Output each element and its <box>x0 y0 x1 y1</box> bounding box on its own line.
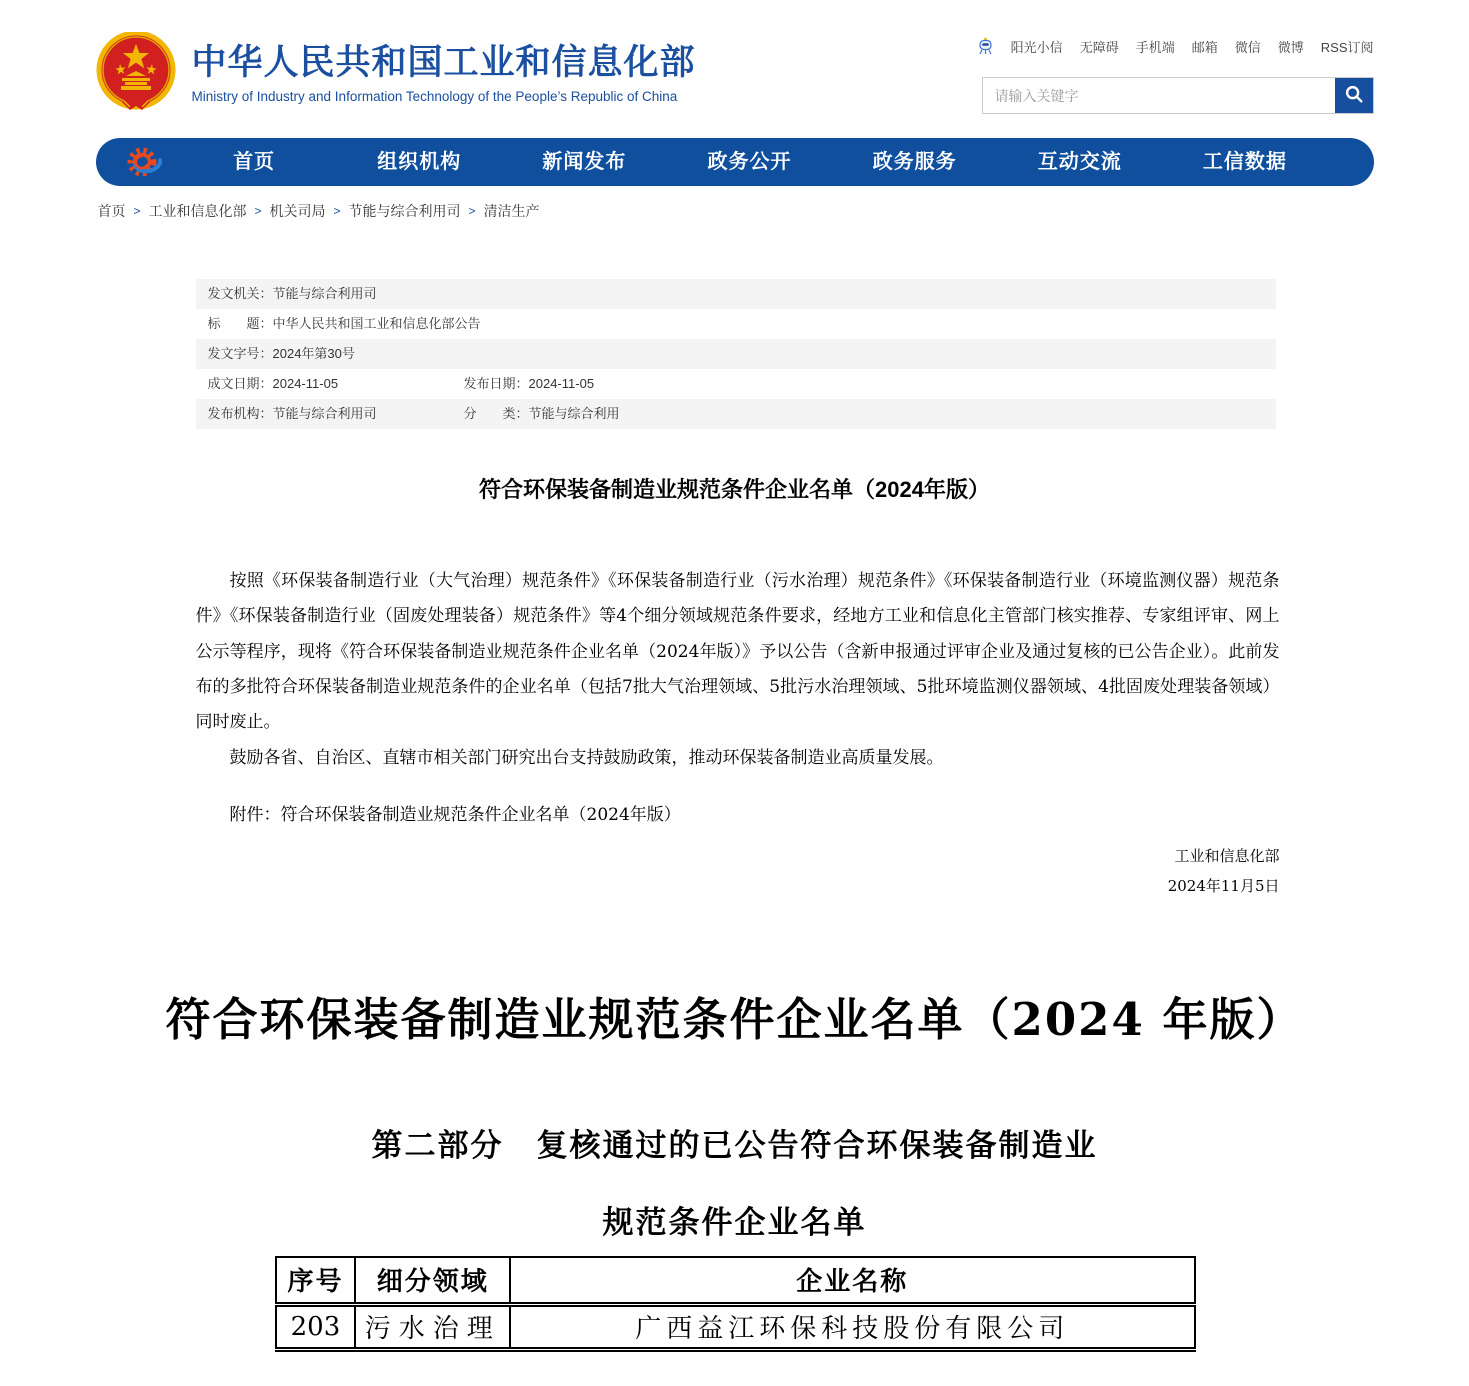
article-body <box>196 564 1280 776</box>
cell-company: 广西益江环保科技股份有限公司 <box>510 1304 1194 1349</box>
top-link-mail[interactable]: 邮箱 <box>1191 39 1218 55</box>
breadcrumb-home[interactable]: 首页 <box>97 203 126 219</box>
meta-row-doc-number <box>196 339 1276 369</box>
nav-item-interaction[interactable]: 互动交流 <box>1037 151 1122 173</box>
signer: 工业和信息化部 <box>1174 847 1280 866</box>
breadcrumb-separator-icon: > <box>468 204 476 218</box>
meta-label: 发文机关： <box>207 286 273 301</box>
attachment-link[interactable]: 符合环保装备制造业规范条件企业名单（2024年版） <box>280 805 681 826</box>
attachment-line <box>196 800 1280 825</box>
breadcrumb-separator-icon: > <box>254 204 262 218</box>
sign-date: 2024年11月5日 <box>1167 877 1280 896</box>
nav-item-news[interactable]: 新闻发布 <box>542 151 627 173</box>
main-nav <box>96 138 1374 186</box>
site-subtitle: Ministry of Industry and Information Technology of the People’s Republic of China <box>191 89 678 105</box>
meta-row-publisher-category <box>196 399 1276 429</box>
signature-block <box>96 841 1280 901</box>
national-emblem-icon <box>96 32 176 116</box>
table-header-row <box>276 1257 1195 1304</box>
meta-label: 发布机构： <box>207 406 273 421</box>
document-meta <box>196 279 1276 429</box>
nav-item-gov-services[interactable]: 政务服务 <box>872 151 957 173</box>
meta-label: 成文日期： <box>207 376 273 391</box>
header-right <box>982 32 1374 114</box>
nav-item-organization[interactable]: 组织机构 <box>377 151 462 173</box>
site-brand[interactable] <box>96 32 696 116</box>
meta-row-issuing-agency <box>196 279 1276 309</box>
header-company: 企业名称 <box>510 1257 1194 1304</box>
search-icon <box>1343 83 1365 108</box>
breadcrumb <box>96 186 1374 233</box>
meta-value: 2024-11-05 <box>528 376 595 391</box>
meta-value: 中华人民共和国工业和信息化部公告 <box>272 316 481 331</box>
site-title: 中华人民共和国工业和信息化部 <box>191 42 696 82</box>
meta-value: 节能与综合利用司 <box>272 286 377 301</box>
top-link-weibo[interactable]: 微博 <box>1277 39 1304 55</box>
search-input[interactable] <box>983 78 1335 113</box>
nav-item-miit-data[interactable]: 工信数据 <box>1202 151 1287 173</box>
meta-row-dates <box>196 369 1276 399</box>
section-heading-line1: 第二部分 复核通过的已公告符合环保装备制造业 <box>371 1128 1098 1164</box>
meta-label: 标 题： <box>207 316 273 331</box>
attachment-preview <box>96 983 1374 1352</box>
breadcrumb-separator-icon: > <box>333 204 341 218</box>
header-field: 细分领域 <box>355 1257 510 1304</box>
site-header <box>96 0 1374 116</box>
brand-text <box>192 44 696 105</box>
section-heading-line2: 规范条件企业名单 <box>602 1205 867 1241</box>
cell-seq: 203 <box>276 1304 356 1349</box>
attachment-section-heading <box>96 1120 1374 1242</box>
meta-label: 分 类： <box>463 406 529 421</box>
header-seq: 序号 <box>276 1257 356 1304</box>
meta-label: 发布日期： <box>463 376 529 391</box>
mascot-icon <box>977 36 994 56</box>
breadcrumb-miit[interactable]: 工业和信息化部 <box>148 203 247 219</box>
top-link-accessibility[interactable]: 无障碍 <box>1079 39 1119 55</box>
search-button[interactable] <box>1335 78 1373 113</box>
breadcrumb-separator-icon: > <box>133 204 141 218</box>
cell-field: 污水治理 <box>355 1304 510 1349</box>
attachment-doc-title: 符合环保装备制造业规范条件企业名单（2024 年版） <box>165 993 1304 1047</box>
article-paragraph-1: 按照《环保装备制造行业（大气治理）规范条件》《环保装备制造行业（污水治理）规范条件》《环保装备制造行业（环境监测仪器）规范条件》《环保装备制造行业（固废处理装备）规范条件》等4个细分领域规范条件要求，经地方工业和信息化主管部门核实推荐、专家组评审、网上公示等程序，现将《符合环保装备制造业规范条件企业名单（2024年版）》予以公告（含新申报通过评审企业及通过复核的已公告企业）。此前发布的多批符合环保装备制造业规范条件的企业名单（包括7批大气治理领域、5批污水治理领域、5批环境监测仪器领域、4批固废处理装备领域）同时废止。 <box>195 571 1280 733</box>
article-title: 符合环保装备制造业规范条件企业名单（2024年版） <box>479 477 990 502</box>
article-paragraph-2: 鼓励各省、自治区、直辖市相关部门研究出台支持鼓励政策，推动环保装备制造业高质量发展。 <box>229 747 944 768</box>
enterprise-table <box>275 1256 1196 1352</box>
top-link-rss[interactable]: RSS订阅 <box>1320 39 1374 55</box>
meta-value: 节能与综合利用 <box>528 406 620 421</box>
nav-item-home[interactable]: 首页 <box>233 151 276 173</box>
top-link-sunshine[interactable]: 阳光小信 <box>1010 39 1063 55</box>
nav-items <box>172 138 1328 186</box>
breadcrumb-energy-dept[interactable]: 节能与综合利用司 <box>348 203 461 219</box>
meta-label: 发文字号： <box>207 346 273 361</box>
miit-logo-icon <box>124 143 162 181</box>
meta-row-title <box>196 309 1276 339</box>
search-box <box>982 77 1374 114</box>
top-link-wechat[interactable]: 微信 <box>1234 39 1261 55</box>
nav-item-gov-disclosure[interactable]: 政务公开 <box>707 151 792 173</box>
meta-value: 节能与综合利用司 <box>272 406 377 421</box>
meta-value: 2024-11-05 <box>272 376 339 391</box>
breadcrumb-clean-production[interactable]: 清洁生产 <box>483 203 540 219</box>
meta-value: 2024年第30号 <box>272 346 355 361</box>
top-links <box>982 36 1374 56</box>
table-row <box>276 1304 1195 1349</box>
attachment-label: 附件： <box>229 805 281 826</box>
top-link-mobile[interactable]: 手机端 <box>1135 39 1175 55</box>
breadcrumb-departments[interactable]: 机关司局 <box>269 203 326 219</box>
